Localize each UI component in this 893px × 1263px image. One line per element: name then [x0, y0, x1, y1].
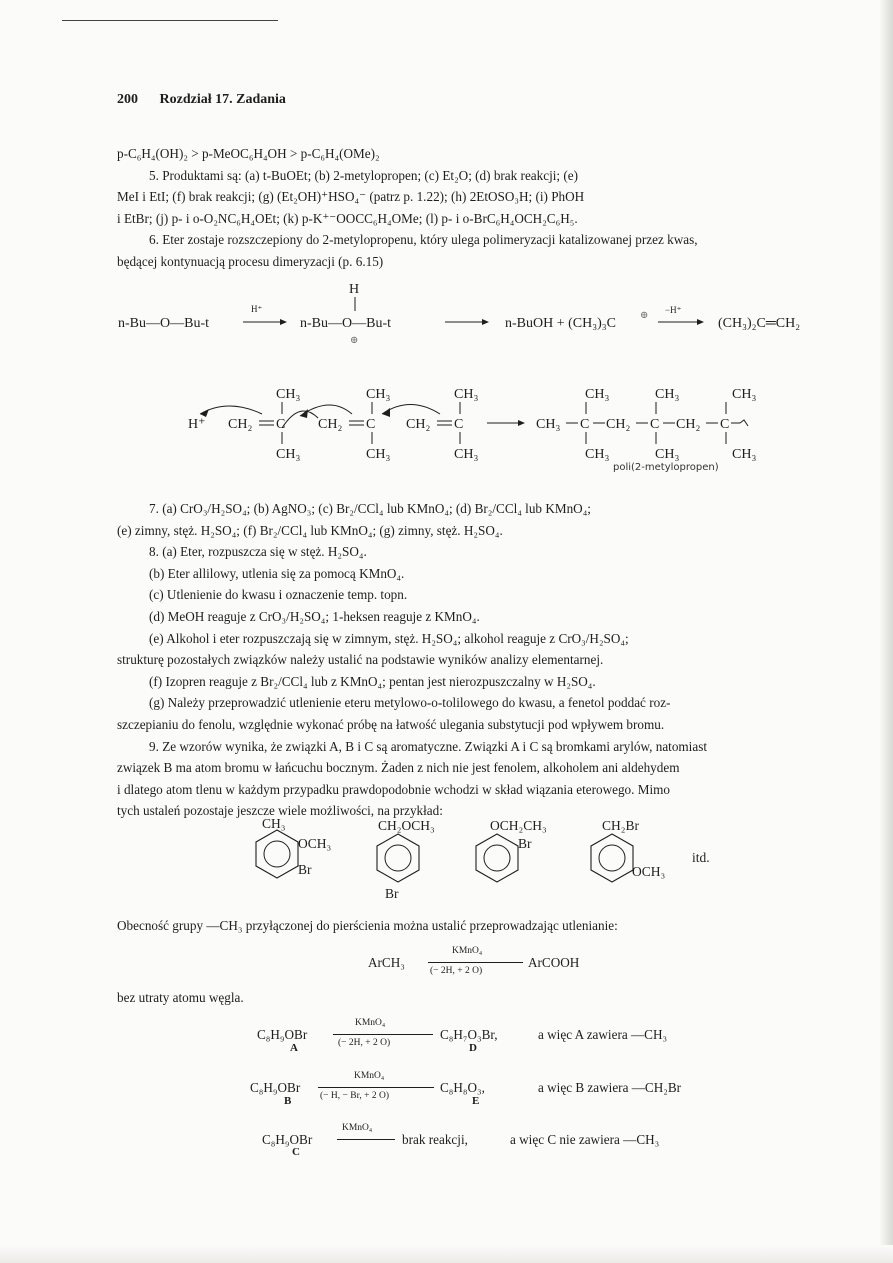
polymer-caption: poli(2-metylopropen): [613, 462, 719, 473]
item-5-line-3: i EtBr; (j) p- i o-O₂NC₆H₄OEt; (k) p-K⁺⁻OOCC₆H₄OMe; (l) p- i o-BrC₆H₄OCH₂C₆H₅.: [117, 210, 578, 226]
eq1-note: a więc A zawiera —CH₃: [538, 1027, 668, 1042]
proton-label: H⁺: [188, 417, 206, 432]
curved-arrow-2: [282, 411, 318, 428]
ring1-top: CH₃: [262, 816, 286, 831]
poly-c1-ch3-bottom: CH₃: [585, 447, 610, 462]
scheme1-final: (CH₃)₂C═CH₂: [718, 316, 801, 331]
item-8-line-5: (e) Alkohol i eter rozpuszczają się w zimnym, stęż. H₂SO₄; alkohol reaguje z CrO₃/H₂SO₄;: [149, 630, 629, 646]
item-9-line-4: tych ustaleń pozostaje jeszcze wiele możliwości, na przykład:: [117, 803, 443, 819]
item-5-line-1: 5. Produktami są: (a) t-BuOEt; (b) 2-metylopropen; (c) Et₂O; (d) brak reakcji; (e): [149, 167, 579, 183]
eq0-right: ArCOOH: [528, 955, 580, 970]
m3-ch3-top: CH₃: [454, 387, 479, 402]
eq3-above: KMnO₄: [342, 1123, 373, 1133]
eq0-below: (− 2H, + 2 O): [430, 966, 483, 976]
scheme1-arrow1-head: [280, 319, 287, 325]
item-6-line-2: będącej kontynuacją procesu dimeryzacji (p. 6.15): [117, 253, 384, 269]
m2-ch2: CH₂: [318, 417, 343, 432]
m2-ch3-top: CH₃: [366, 387, 391, 402]
eq2-arrow: [318, 1087, 434, 1088]
item-8-line-3: (c) Utlenienie do kwasu i oznaczenie temp. topn.: [149, 587, 408, 603]
ring2-circle: [385, 845, 411, 871]
ring3-right: Br: [518, 836, 532, 851]
aromatic-structures: [256, 816, 710, 901]
rings-etc: itd.: [692, 850, 710, 865]
scheme1-middle: n-Bu—O—Bu-t: [300, 316, 391, 331]
eq3-left: C₈H₉OBr: [262, 1132, 313, 1147]
curved-arrow-3-head: [300, 409, 308, 418]
ring4-top: CH₂Br: [602, 818, 639, 833]
eq1-left: C₈H₉OBr: [257, 1027, 308, 1042]
ring3-top: OCH₂CH₃: [490, 818, 547, 833]
eq2-below: (− H, − Br, + 2 O): [320, 1091, 389, 1101]
bez-line: bez utraty atomu węgla.: [117, 990, 244, 1005]
m1-ch3-bottom: CH₃: [276, 447, 301, 462]
m1-ch3-top: CH₃: [276, 387, 301, 402]
chapter-title: Rozdział 17. Zadania: [159, 92, 286, 107]
eq1-right-label: D: [469, 1042, 477, 1054]
item-8-line-9: szczepianiu do fenolu, względnie wykonać próbę na łatwość ulegania substytucji pod wpływem bromu.: [117, 716, 665, 732]
item-9-line-1: 9. Ze wzorów wynika, że związki A, B i C są aromatyczne. Związki A i C są bromkami arylów, natomiast: [149, 738, 707, 754]
poly-ch2-2: CH₂: [676, 417, 701, 432]
scheme1-start: n-Bu—O—Bu-t: [118, 316, 209, 331]
m2-ch3-bottom: CH₃: [366, 447, 391, 462]
eq2-note: a więc B zawiera —CH₂Br: [538, 1080, 682, 1095]
ring3-circle: [484, 845, 510, 871]
polymerization-scheme: [188, 387, 756, 462]
eq2-above: KMnO₄: [354, 1071, 385, 1081]
poly-c2: C: [650, 417, 660, 432]
scheme1-oxonium-charge: ⊕: [350, 335, 359, 346]
scheme1-arrow3-head: [697, 319, 704, 325]
ring3-hexagon: [476, 834, 518, 882]
poly-c2-ch3-bottom: CH₃: [655, 447, 680, 462]
eq2-left-label: B: [284, 1095, 292, 1107]
eq0-above: KMnO₄: [452, 946, 483, 956]
poly-c1-ch3-top: CH₃: [585, 387, 610, 402]
eq2-left: C₈H₉OBr: [250, 1080, 301, 1095]
item-7-line-2: (e) zimny, stęż. H₂SO₄; (f) Br₂/CCl₄ lub KMnO₄; (g) zimny, stęż. H₂SO₄.: [117, 522, 503, 538]
poly-chain-end: [731, 420, 748, 426]
ring1-right: OCH₃: [298, 836, 332, 851]
m1-ch2: CH₂: [228, 417, 253, 432]
eq0-arrow: [428, 962, 523, 963]
eq1-left-label: A: [290, 1042, 298, 1054]
ring1-bottom: Br: [298, 862, 312, 877]
eq1-arrow: [333, 1034, 433, 1035]
eq3-right: brak reakcji,: [402, 1132, 468, 1147]
item-9-line-3: i dlatego atom tlenu w każdym przypadku prawdopodobnie wchodzi w skład wiązania eterowego. Mimo: [117, 781, 670, 797]
polymer-arrow-head: [518, 420, 525, 426]
item-8-line-8: (g) Należy przeprowadzić utlenienie eteru metylowo-o-tolilowego do kwasu, a fenetol poddać roz-: [149, 695, 671, 711]
answer-c-line: p-C₆H₄(OH)₂ > p-MeOC₆H₄OH > p-C₆H₄(OMe)₂: [117, 146, 380, 161]
eq1-below: (− 2H, + 2 O): [338, 1038, 391, 1048]
item-7-line-1: 7. (a) CrO₃/H₂SO₄; (b) AgNO₃; (c) Br₂/CCl₄ lub KMnO₄; (d) Br₂/CCl₄ lub KMnO₄;: [149, 501, 591, 516]
scheme1-arrow2-head: [482, 319, 489, 325]
scheme1-arrow3-label: −H⁺: [665, 305, 682, 315]
poly-c3-ch3-bottom: CH₃: [732, 447, 757, 462]
ring1-hexagon: [256, 830, 298, 878]
m1-c: C: [276, 417, 286, 432]
obecnosc-line: Obecność grupy —CH₃ przyłączonej do pierścienia można ustalić przeprowadzając utlenianie:: [117, 918, 618, 933]
item-8-line-1: 8. (a) Eter, rozpuszcza się w stęż. H₂SO₄.: [149, 544, 367, 560]
scheme1-products: n-BuOH + (CH₃)₃C: [505, 316, 616, 331]
item-8-line-2: (b) Eter allilowy, utlenia się za pomocą KMnO₄.: [149, 565, 405, 581]
item-8-line-6: strukturę pozostałych związków należy ustalić na podstawie wyników analizy elementarnej.: [117, 652, 604, 668]
ring1-circle: [264, 841, 290, 867]
eq1-right: C₈H₇O₃Br,: [440, 1027, 498, 1042]
ring4-hexagon: [591, 834, 633, 882]
ring2-top: CH₂OCH₃: [378, 818, 435, 833]
eq3-arrow: [337, 1139, 395, 1140]
poly-c3-ch3-top: CH₃: [732, 387, 757, 402]
eq3-left-label: C: [292, 1146, 300, 1158]
eq1-above: KMnO₄: [355, 1018, 386, 1028]
item-9-line-2: związek B ma atom bromu w łańcuchu bocznym. Żaden z nich nie jest fenolem, alkoholem ani aldehydem: [117, 760, 680, 776]
eq2-right: C₈H₈O₃,: [440, 1080, 485, 1095]
ring4-circle: [599, 845, 625, 871]
eq2-right-label: E: [472, 1095, 480, 1107]
scheme1-cation-charge: ⊕: [640, 310, 649, 321]
eq0-left: ArCH₃: [368, 955, 405, 970]
m3-ch3-bottom: CH₃: [454, 447, 479, 462]
poly-c2-ch3-top: CH₃: [655, 387, 680, 402]
m3-ch2: CH₂: [406, 417, 431, 432]
curved-arrow-4-head: [382, 408, 390, 417]
curved-arrow-1: [200, 406, 262, 414]
ring2-hexagon: [377, 834, 419, 882]
text-block-middle: [117, 498, 837, 822]
poly-ch3-left: CH₃: [536, 417, 561, 432]
item-8-line-7: (f) Izopren reaguje z Br₂/CCl₄ lub z KMnO₄; pentan jest nierozpuszczalny w H₂SO₄.: [149, 673, 596, 689]
poly-ch2-1: CH₂: [606, 417, 631, 432]
eq3-note: a więc C nie zawiera —CH₃: [510, 1132, 660, 1147]
page-number: 200: [117, 92, 138, 107]
ring2-bottom: Br: [385, 886, 399, 901]
item-6-line-1: 6. Eter zostaje rozszczepiony do 2-metylopropenu, który ulega polimeryzacji katalizowanej przez kwas,: [149, 232, 698, 248]
curved-arrow-4: [382, 405, 440, 415]
poly-c1: C: [580, 417, 590, 432]
poly-c3: C: [720, 417, 730, 432]
item-5-line-2: MeI i EtI; (f) brak reakcji; (g) (Et₂OH)⁺HSO₄⁻ (patrz p. 1.22); (h) 2EtOSO₃H; (i) PhOH: [117, 189, 585, 205]
m3-c: C: [454, 417, 464, 432]
m2-c: C: [366, 417, 376, 432]
scheme1-middle-h: H: [349, 282, 360, 297]
scheme1-arrow1-label: H⁺: [251, 304, 263, 314]
ring4-right: OCH₃: [632, 864, 666, 879]
item-8-line-4: (d) MeOH reaguje z CrO₃/H₂SO₄; 1-heksen reaguje z KMnO₄.: [149, 608, 480, 624]
